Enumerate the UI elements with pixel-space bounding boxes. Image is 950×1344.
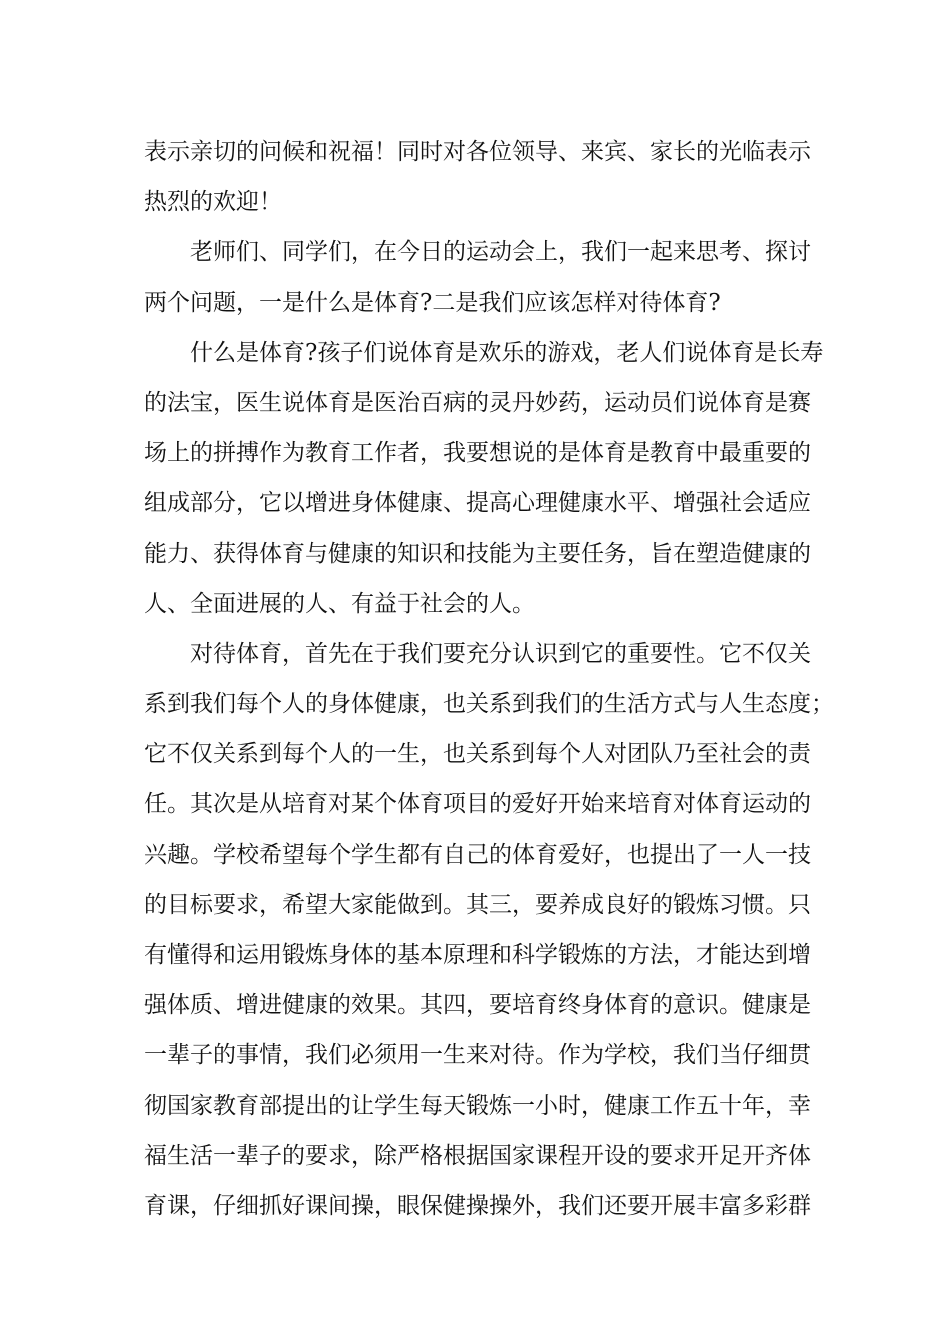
text-line: 表示亲切的问候和祝福！同时对各位领导、来宾、家长的光临表示 — [144, 139, 811, 165]
text-line: 组成部分，它以增进身体健康、提高心理健康水平、增强社会适应 — [144, 490, 811, 517]
text-line: 它不仅关系到每个人的一生，也关系到每个人对团队乃至社会的责 — [144, 741, 811, 768]
body-text — [144, 127, 834, 1231]
paragraph-first-line: 老师们、同学们，在今日的运动会上，我们一起来思考、探讨 — [190, 239, 811, 266]
text-line: 场上的拼搏作为教育工作者，我要想说的是体育是教育中最重要的 — [144, 440, 811, 467]
text-line: 系到我们每个人的身体健康，也关系到我们的生活方式与人生态度； — [144, 691, 834, 718]
text-line: 热烈的欢迎！ — [144, 189, 282, 216]
paragraph-first-line: 对待体育，首先在于我们要充分认识到它的重要性。它不仅关 — [190, 640, 811, 667]
text-line: 的目标要求，希望大家能做到。其三，要养成良好的锻炼习惯。只 — [144, 891, 811, 918]
text-line: 彻国家教育部提出的让学生每天锻炼一小时，健康工作五十年，幸 — [144, 1092, 811, 1119]
text-line: 任。其次是从培育对某个体育项目的爱好开始来培育对体育运动的 — [144, 791, 811, 818]
text-line: 强体质、增进健康的效果。其四，要培育终身体育的意识。健康是 — [144, 992, 811, 1019]
text-line: 两个问题，一是什么是体育?二是我们应该怎样对待体育? — [144, 289, 721, 316]
text-line: 兴趣。学校希望每个学生都有自己的体育爱好，也提出了一人一技 — [144, 841, 811, 868]
text-line: 福生活一辈子的要求，除严格根据国家课程开设的要求开足开齐体 — [144, 1142, 811, 1169]
text-line: 有懂得和运用锻炼身体的基本原理和科学锻炼的方法，才能达到增 — [144, 942, 811, 968]
paragraph-first-line: 什么是体育?孩子们说体育是欢乐的游戏，老人们说体育是长寿 — [190, 339, 824, 366]
text-line: 育课，仔细抓好课间操，眼保健操操外，我们还要开展丰富多彩群 — [144, 1192, 811, 1219]
text-line: 的法宝，医生说体育是医治百病的灵丹妙药，运动员们说体育是赛 — [144, 389, 811, 416]
text-line: 人、全面进展的人、有益于社会的人。 — [144, 590, 535, 617]
text-line: 一辈子的事情，我们必须用一生来对待。作为学校，我们当仔细贯 — [144, 1042, 811, 1069]
text-line: 能力、获得体育与健康的知识和技能为主要任务，旨在塑造健康的 — [144, 540, 811, 567]
